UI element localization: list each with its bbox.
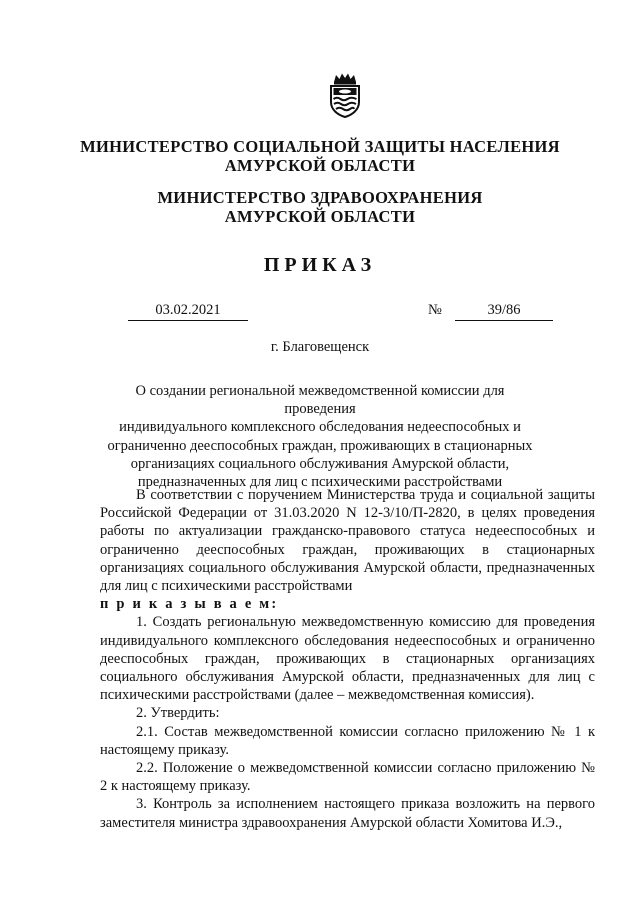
ministry-health-line2: АМУРСКОЙ ОБЛАСТИ: [224, 207, 416, 226]
document-type-title: ПРИКАЗ: [263, 254, 377, 276]
coat-of-arms-icon: [327, 72, 363, 118]
subject-line: предназначенных для лиц с психическими расстройствами: [137, 474, 503, 491]
subject-line: ограниченно дееспособных граждан, проживающих в стационарных: [107, 437, 533, 454]
item-2-1-paragraph: 2.1. Состав межведомственной комиссии согласно приложению № 1 к настоящему приказу.: [100, 723, 595, 758]
subject-line: О создании региональной межведомственной комиссии для проведения: [135, 383, 505, 418]
order-body: [100, 486, 595, 832]
subject-line: индивидуального комплексного обследования недееспособных и: [119, 419, 521, 436]
ministry-social-line1: МИНИСТЕРСТВО СОЦИАЛЬНОЙ ЗАЩИТЫ НАСЕЛЕНИЯ: [80, 137, 560, 156]
item-2-2-paragraph: 2.2. Положение о межведомственной комиссии согласно приложению № 2 к настоящему приказу.: [100, 760, 595, 795]
ministry-social-title: [0, 137, 640, 175]
item-3-paragraph: 3. Контроль за исполнением настоящего приказа возложить на первого заместителя министра здравоохранения Амурской области Хомитова И.Э.,: [100, 796, 595, 831]
number-sign: №: [428, 302, 442, 318]
order-word-text: п р и к а з ы в а е м:: [100, 596, 279, 613]
ministry-social-line2: АМУРСКОЙ ОБЛАСТИ: [224, 156, 416, 175]
order-subject: [100, 382, 540, 491]
city: г. Благовещенск: [270, 339, 370, 355]
ministry-health-title: [0, 188, 640, 226]
order-word: [100, 595, 595, 613]
item-1-paragraph: 1. Создать региональную межведомственную комиссию для проведения индивидуального комплексного обследования недееспособных и ограниченно дееспособных граждан, проживающих в стационарных организациях социального обслуживания Амурской области, предназначенных для лиц с психическими расстройствами (далее – межведомственная комиссия).: [100, 614, 595, 704]
order-number: 39/86: [455, 302, 553, 321]
ministry-health-line1: МИНИСТЕРСТВО ЗДРАВООХРАНЕНИЯ: [157, 188, 483, 207]
subject-line: организациях социального обслуживания Амурской области,: [130, 455, 510, 472]
order-date: 03.02.2021: [128, 302, 248, 321]
item-2-paragraph: 2. Утвердить:: [136, 705, 220, 722]
preamble-paragraph: В соответствии с поручением Министерства труда и социальной защиты Российской Федерации от 31.03.2020 N 12-3/10/П-2820, в целях проведения работы по актуализации гражданско-правового статуса недееспособных и ограниченно дееспособных граждан, проживающих в стационарных организациях социального обслуживания Амурской области, предназначенных для лиц с психическими расстройствами: [100, 487, 595, 595]
